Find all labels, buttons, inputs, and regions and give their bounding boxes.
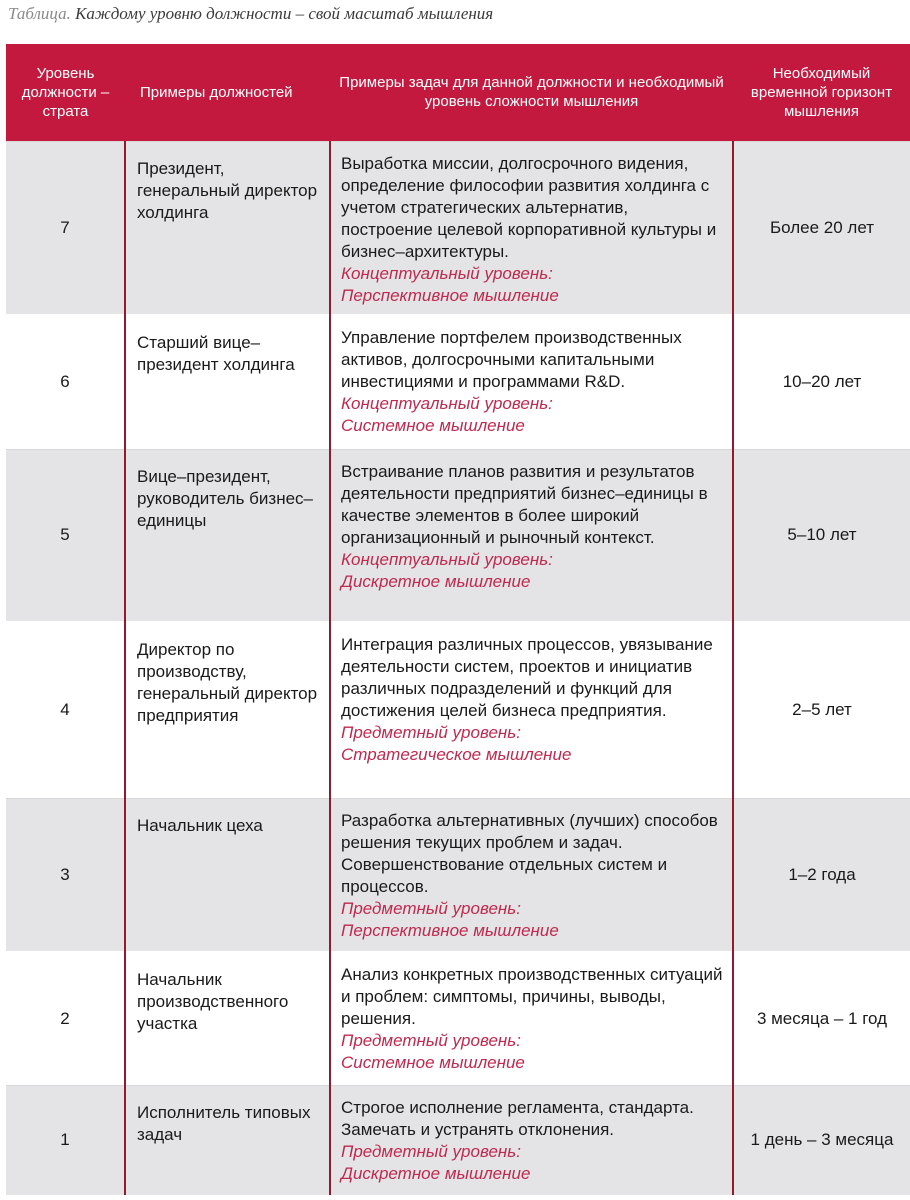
caption-title: Каждому уровню должности – свой масштаб мышления <box>75 4 494 23</box>
thinking-level-label: Концептуальный уровень: <box>341 549 553 569</box>
task-description: Выработка миссии, долгосрочного видения, определение философии развития холдинга с учетом стратегических альтернатив, построение целевой корпоративной культуры и бизнес–архитектуры. <box>341 153 717 261</box>
thinking-type-label: Системное мышление <box>341 416 525 435</box>
row-tasks <box>330 141 733 315</box>
thinking-type-label: Дискретное мышление <box>341 1163 531 1183</box>
caption-label: Таблица. <box>8 4 71 23</box>
header-horizon: Необходимый временной горизонт мышления <box>750 64 893 120</box>
thinking-type-label: Перспективное мышление <box>341 920 559 940</box>
row-horizon: 3 месяца – 1 год <box>733 952 910 1085</box>
row-horizon: 1–2 года <box>733 798 910 952</box>
table-caption <box>8 4 493 24</box>
row-position: Исполнитель типовых задач <box>125 1085 330 1195</box>
table-row <box>6 622 910 798</box>
task-description: Интеграция различных процессов, увязывание деятельности систем, проектов и инициатив различных подразделений и функций для достижения целей бизнеса предприятия. <box>341 635 713 720</box>
row-position: Вице–президент, руководитель бизнес–единицы <box>125 449 330 622</box>
thinking-level-label: Предметный уровень: <box>341 723 521 742</box>
row-tasks <box>330 1085 733 1195</box>
thinking-level-label: Концептуальный уровень: <box>341 394 553 413</box>
thinking-type-label: Дискретное мышление <box>341 571 531 591</box>
row-level: 2 <box>6 952 125 1085</box>
row-position: Президент, генеральный директор холдинга <box>125 141 330 315</box>
row-level: 1 <box>6 1085 125 1195</box>
task-description: Строгое исполнение регламента, стандарта. Замечать и устранять отклонения. <box>341 1097 694 1139</box>
task-description: Анализ конкретных производственных ситуаций и проблем: симптомы, причины, выводы, решения. <box>341 965 723 1028</box>
thinking-level-label: Предметный уровень: <box>341 1031 521 1050</box>
row-tasks <box>330 798 733 952</box>
thinking-type-label: Системное мышление <box>341 1053 525 1072</box>
table-row <box>6 1085 910 1195</box>
row-tasks <box>330 622 733 798</box>
row-position: Начальник производственного участка <box>125 952 330 1085</box>
table-row <box>6 952 910 1085</box>
row-position: Начальник цеха <box>125 798 330 952</box>
thinking-level-label: Предметный уровень: <box>341 1141 521 1161</box>
row-horizon: 1 день – 3 месяца <box>733 1085 910 1195</box>
task-description: Встраивание планов развития и результатов деятельности предприятий бизнес–единицы в качестве элементов в более широкий организационный и рыночный контекст. <box>341 461 708 547</box>
row-horizon: Более 20 лет <box>733 141 910 315</box>
row-level: 7 <box>6 141 125 315</box>
thinking-type-label: Стратегическое мышление <box>341 745 572 764</box>
row-horizon: 2–5 лет <box>733 622 910 798</box>
table-row <box>6 449 910 622</box>
task-description: Управление портфелем производственных активов, долгосрочными капитальными инвестициями и программами R&D. <box>341 328 682 391</box>
table-row <box>6 315 910 449</box>
strata-table <box>6 44 910 1195</box>
row-level: 3 <box>6 798 125 952</box>
thinking-level-label: Концептуальный уровень: <box>341 263 553 283</box>
thinking-type-label: Перспективное мышление <box>341 285 559 305</box>
table-row <box>6 141 910 315</box>
row-horizon: 10–20 лет <box>733 315 910 449</box>
row-tasks <box>330 449 733 622</box>
row-level: 6 <box>6 315 125 449</box>
task-description: Разработка альтернативных (лучших) способов решения текущих проблем и задач. Совершенствование отдельных систем и процессов. <box>341 810 718 896</box>
row-position: Старший вице–президент холдинга <box>125 315 330 449</box>
header-tasks: Примеры задач для данной должности и необходимый уровень сложности мышления <box>339 74 724 111</box>
table-header-row <box>6 44 910 141</box>
row-horizon: 5–10 лет <box>733 449 910 622</box>
header-positions: Примеры должностей <box>140 83 293 101</box>
row-position: Директор по производству, генеральный директор предприятия <box>125 622 330 798</box>
row-level: 4 <box>6 622 125 798</box>
row-tasks <box>330 952 733 1085</box>
row-level: 5 <box>6 449 125 622</box>
header-level: Уровень должности – страта <box>21 64 110 120</box>
table-row <box>6 798 910 952</box>
row-tasks <box>330 315 733 449</box>
thinking-level-label: Предметный уровень: <box>341 898 521 918</box>
